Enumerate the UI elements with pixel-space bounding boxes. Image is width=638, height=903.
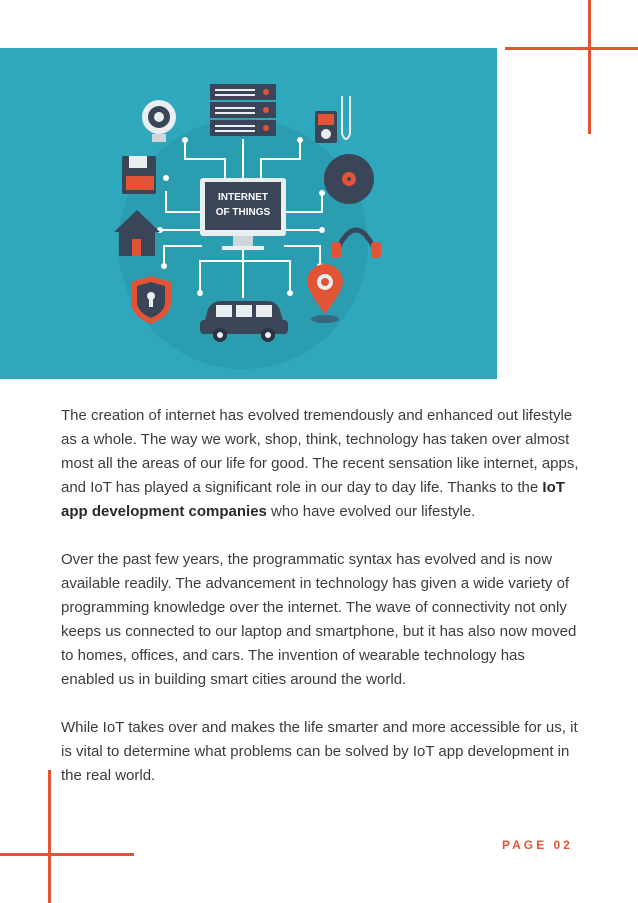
corner-line-top-horizontal: [505, 47, 638, 50]
vinyl-record-icon: [324, 154, 374, 204]
corner-line-bottom-vertical: [48, 770, 51, 903]
floppy-disk-icon: [122, 156, 156, 194]
corner-line-top-vertical: [588, 0, 591, 134]
screen-text-line2: OF THINGS: [215, 207, 271, 218]
paragraph-1-text-end: who have evolved our lifestyle.: [266, 503, 476, 520]
iot-illustration-svg: [0, 48, 497, 379]
screen-text-line1: INTERNET: [218, 192, 268, 203]
media-player-icon: [315, 96, 350, 143]
iot-illustration: [0, 48, 497, 379]
paragraph-1: [61, 404, 581, 524]
article-body: [61, 404, 581, 812]
paragraph-3: While IoT takes over and makes the life smarter and more accessible for us, it is vital to determine what problems can be solved by IoT app development in the real world.: [61, 719, 578, 784]
page-number-label: PAGE 02: [502, 838, 573, 852]
paragraph-1-text-start: The creation of internet has evolved tremendously and enhanced out lifestyle as a whole. The way we work, shop, think, technology has taken over almost most all the areas of our life for good. The recent sensation like internet, apps, and IoT has played a significant role in our day to day life. Thanks to the: [61, 407, 579, 496]
iot-companies-bold: IoT app development companies: [61, 479, 565, 520]
corner-line-bottom-horizontal: [0, 853, 134, 856]
server-rack-icon: [210, 84, 276, 136]
paragraph-2: Over the past few years, the programmatic syntax has evolved and is now available readily. The advancement in technology has given a wide variety of programming knowledge over the internet. The wave of connectivity not only keeps us connected to our laptop and smartphone, but it has also now moved to homes, offices, and cars. The invention of wearable technology has enabled us in building smart cities around the world.: [61, 551, 577, 688]
webcam-icon: [142, 100, 176, 142]
